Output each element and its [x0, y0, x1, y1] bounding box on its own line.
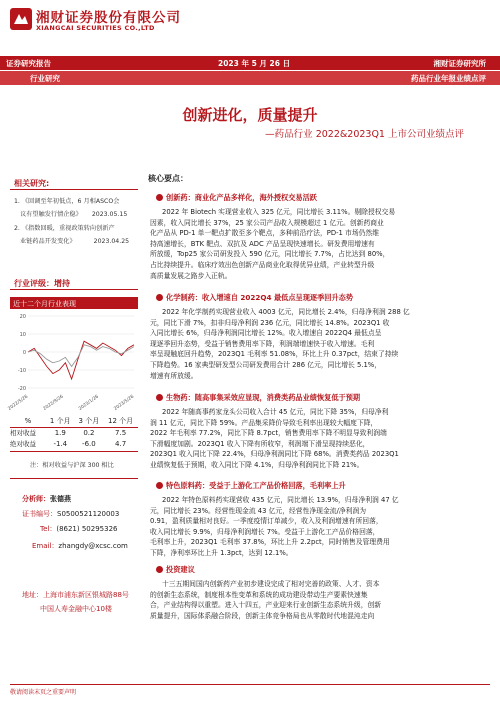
section-body-innovative-drugs: 2022 年 Biotech 实现营业收入 325 亿元，同比增长 3.11%。剔除授权交易 因素，收入同比增长 37%，25 家公司产品收入规模超过 1 亿元。创新药商业 化产品从 PD-1 单一靶点扩散至多个靶点，多种前沿疗法，PD-1 市场仍然维 持高速增长，BTK 靶点、双抗及 ADC 产品呈现快速增长。研发费用增速有 所放缓，Top25 家公司研发投入 590 亿元，同比增长 7.7%，占比达到 80%， 占比持续提升。临床疗效出色创新产品商业化取得优异业绩，产业转型升级 高质量发展之路步入正轨。: [150, 208, 396, 280]
table-row: [10, 427, 138, 438]
row-label: 绝对收益: [10, 440, 36, 448]
bullet-dot-icon: [156, 394, 163, 401]
section-body-chemical-pharma: 2022 年化学制药实现营业收入 4003 亿元，同比增长 2.4%，归母净利润 288 亿 元，同比下滑 7%，扣非归母净利润 236 亿元，同比增长 14.8%。2023Q1 收 入同比增长 6%，归母净利润同比增长 12%。收入增速自 2022Q4 最低点呈 现逐季回升态势，受益于销售费用率下降，利润端增速快于收入增速。毛利 率呈现触底回升趋势，2023Q1 毛利率 51.08%，环比上升 0.37pct，结束了持续 下降趋势。16 家典型研发型公司研发费用合计 286 亿元，同比增长 5.1%， 增速有所放缓。: [150, 308, 410, 380]
report-date: 2023 年 5 月 26 日: [218, 59, 291, 68]
related-item-2-line2: 业链药品开发变化》 2023.04.25: [20, 238, 130, 245]
related-item-1[interactable]: [14, 196, 119, 205]
related-item-no: 1.: [14, 198, 20, 205]
section-heading-api: 特色原料药：受益于上游化工产品价格回落，毛利率上升: [156, 481, 346, 491]
y-tick-label: -10: [17, 368, 26, 374]
x-tick-label: 2022/5/26: [7, 394, 30, 412]
section-body-investment: 十三五期间国内创新药产业初步建设完成了相对完善的政策、人才、资本 的创新生态系统，制度根本性变革和系统的成功建设带动生产要素快速集 合，产业结构得以重塑。进入十四五，产业迎来行业创新生态系统升级，创新 质量提升，国际体系融合阶段，创新主体竞争格局也从零散时代地混沌走向: [150, 580, 382, 620]
header-bar-bottom: [0, 71, 500, 85]
footer-disclaimer: 敬请阅读末页之重要声明: [10, 689, 77, 696]
table-divider: [10, 451, 138, 452]
x-tick-label: 2023/5/26: [113, 394, 136, 412]
bullet-dot-icon: [156, 194, 163, 201]
header-bar-top: [0, 56, 500, 70]
table-header-cell: %: [10, 416, 46, 427]
x-tick-label: 2022/9/26: [42, 394, 65, 412]
y-tick-label: 10: [19, 332, 26, 338]
section-body-api: 2022 年特色原料药实现营收 435 亿元，同比增长 13.9%，归母净利润 47 亿 元，同比增长 23%。经营性现金流 43 亿元，经营性净现金流/净利润为 0.91，盈利质量相对良好。一季度疫情订单减少，收入及利润增速有所回落， 收入同比增长 9.9%，归母净利润增长 7%。受益于上游化工产品价格回落， 毛利率上升，2023Q1 毛利率 37.8%，环比上升 2.2pct，同时销售及管理费用 下降，净利率环比上升 1.3pct，达到 12.1%。: [150, 496, 399, 557]
report-type: 证券研究报告: [6, 59, 51, 68]
table-cell: 1.9: [54, 428, 66, 437]
section-heading-investment: 投资建议: [156, 565, 195, 575]
y-tick-label: -20: [17, 386, 26, 392]
report-subcategory: 药品行业年报业绩点评: [411, 74, 486, 83]
section-heading-biologics: 生物药：随高事集采效应显现，消费类药品业绩恢复低于预期: [156, 393, 360, 403]
rating-label: 行业评级：: [14, 279, 54, 288]
table-cell: 7.5: [115, 428, 127, 437]
page-subtitle: —药品行业 2022&2023Q1 上市公司业绩点评: [265, 129, 464, 140]
analyst-email[interactable]: zhangdy@xcsc.com: [58, 542, 128, 550]
rating-row: [10, 276, 138, 290]
company-name-en: XIANGCAI SECURITIES CO.,LTD: [36, 24, 155, 32]
company-name-cn: 湘财证券股份有限公司: [36, 10, 181, 26]
analyst-divider: [10, 478, 138, 479]
page-title: 创新进化，质量提升: [182, 106, 318, 124]
series-line-1: [28, 341, 134, 379]
related-item-title: 《指数回暖，重视政策转向创新产: [21, 225, 115, 232]
analyst-name-row: 分析师：张德燕: [22, 495, 71, 503]
related-item-no: 2.: [14, 225, 20, 232]
section-heading-chemical-pharma: 化学制药：收入增速自 2022Q4 最低点呈现逐季回升态势: [156, 293, 353, 303]
row-label: 相对收益: [10, 429, 36, 438]
table-cell: -1.4: [53, 439, 68, 448]
table-cell: 0.2: [83, 428, 95, 437]
footer-divider: [10, 684, 490, 685]
analyst-address-line1: 上海市浦东新区银城路88号: [43, 591, 129, 599]
industry-performance-chart: [7, 312, 138, 412]
bullet-dot-icon: [156, 566, 163, 573]
section-body-biologics: 2022 年随高事药家龙头公司收入合计 45 亿元，同比下降 35%，归母净利 润 11 亿元，同比下降 59%。产品集采降价导致毛利率出现较大幅度下降， 2022 年毛利率 77.2%，同比下降 8.7pct，销售费用率下降不明显导致利润端 下滑幅度加剧。2023Q1 收入下降有所收窄，利润端下滑呈现持续恶化， 2023Q1 收入同比下降 22.4%，归母净利润同比下降 68%。消费类药品 2023Q1 业绩恢复低于预期，收入同比下降 4.1%，归母净利润同比下降 21%。: [150, 408, 399, 469]
related-item-title: 《回调至年初低点，6 月相ASCO会: [21, 198, 120, 205]
table-cell: -6.0: [82, 439, 96, 448]
table-note: 注：相对收益与沪深 300 相比: [30, 462, 114, 469]
key-points-heading: 核心要点：: [148, 174, 188, 183]
table-header-row: [10, 416, 138, 427]
x-tick-label: 2023/1/26: [78, 394, 100, 412]
analyst-tel-row: Tel：(8621) 50295326: [40, 525, 118, 533]
section-heading-innovative-drugs: 创新药：商业化产品多样化，海外授权交易活跃: [156, 193, 317, 203]
related-item-2[interactable]: [14, 223, 115, 232]
table-header-cell: 12 个月: [103, 416, 138, 427]
table-row: [10, 438, 138, 449]
related-item-date: 2023.04.25: [93, 238, 130, 245]
related-item-1-line2: 议有望触发行情企稳》 2023.05.15: [20, 211, 128, 218]
related-item-date: 2023.05.15: [91, 211, 128, 218]
chart-heading: 近十二个月行业表现: [10, 297, 138, 309]
related-heading: 相关研究:: [10, 176, 138, 190]
table-cell: 4.7: [115, 439, 127, 448]
y-tick-label: 0: [22, 350, 26, 356]
bullet-dot-icon: [156, 482, 163, 489]
analyst-cert: S0500521120003: [57, 510, 120, 518]
bullet-dot-icon: [156, 294, 163, 301]
analyst-email-row[interactable]: Email：zhangdy@xcsc.com: [32, 542, 128, 550]
company-logo-icon: [10, 8, 32, 30]
analyst-address-line2: 中国人寿金融中心10楼: [40, 605, 112, 613]
analyst-address-row: 地址：上海市浦东新区银城路88号: [22, 591, 129, 599]
analyst-name: 张德燕: [50, 495, 71, 503]
rating-value: 增持: [54, 279, 70, 288]
y-tick-label: 20: [19, 314, 26, 320]
institute-name: 湘财证券研究所: [433, 59, 486, 68]
performance-table: [10, 416, 138, 449]
analyst-cert-row: 证书编号：S0500521120003: [22, 510, 120, 518]
series-line-2: [28, 345, 134, 367]
table-header-cell: 1 个月: [46, 416, 75, 427]
table-header-cell: 3 个月: [75, 416, 104, 427]
analyst-tel: (8621) 50295326: [56, 525, 118, 533]
report-category: 行业研究: [30, 74, 60, 83]
